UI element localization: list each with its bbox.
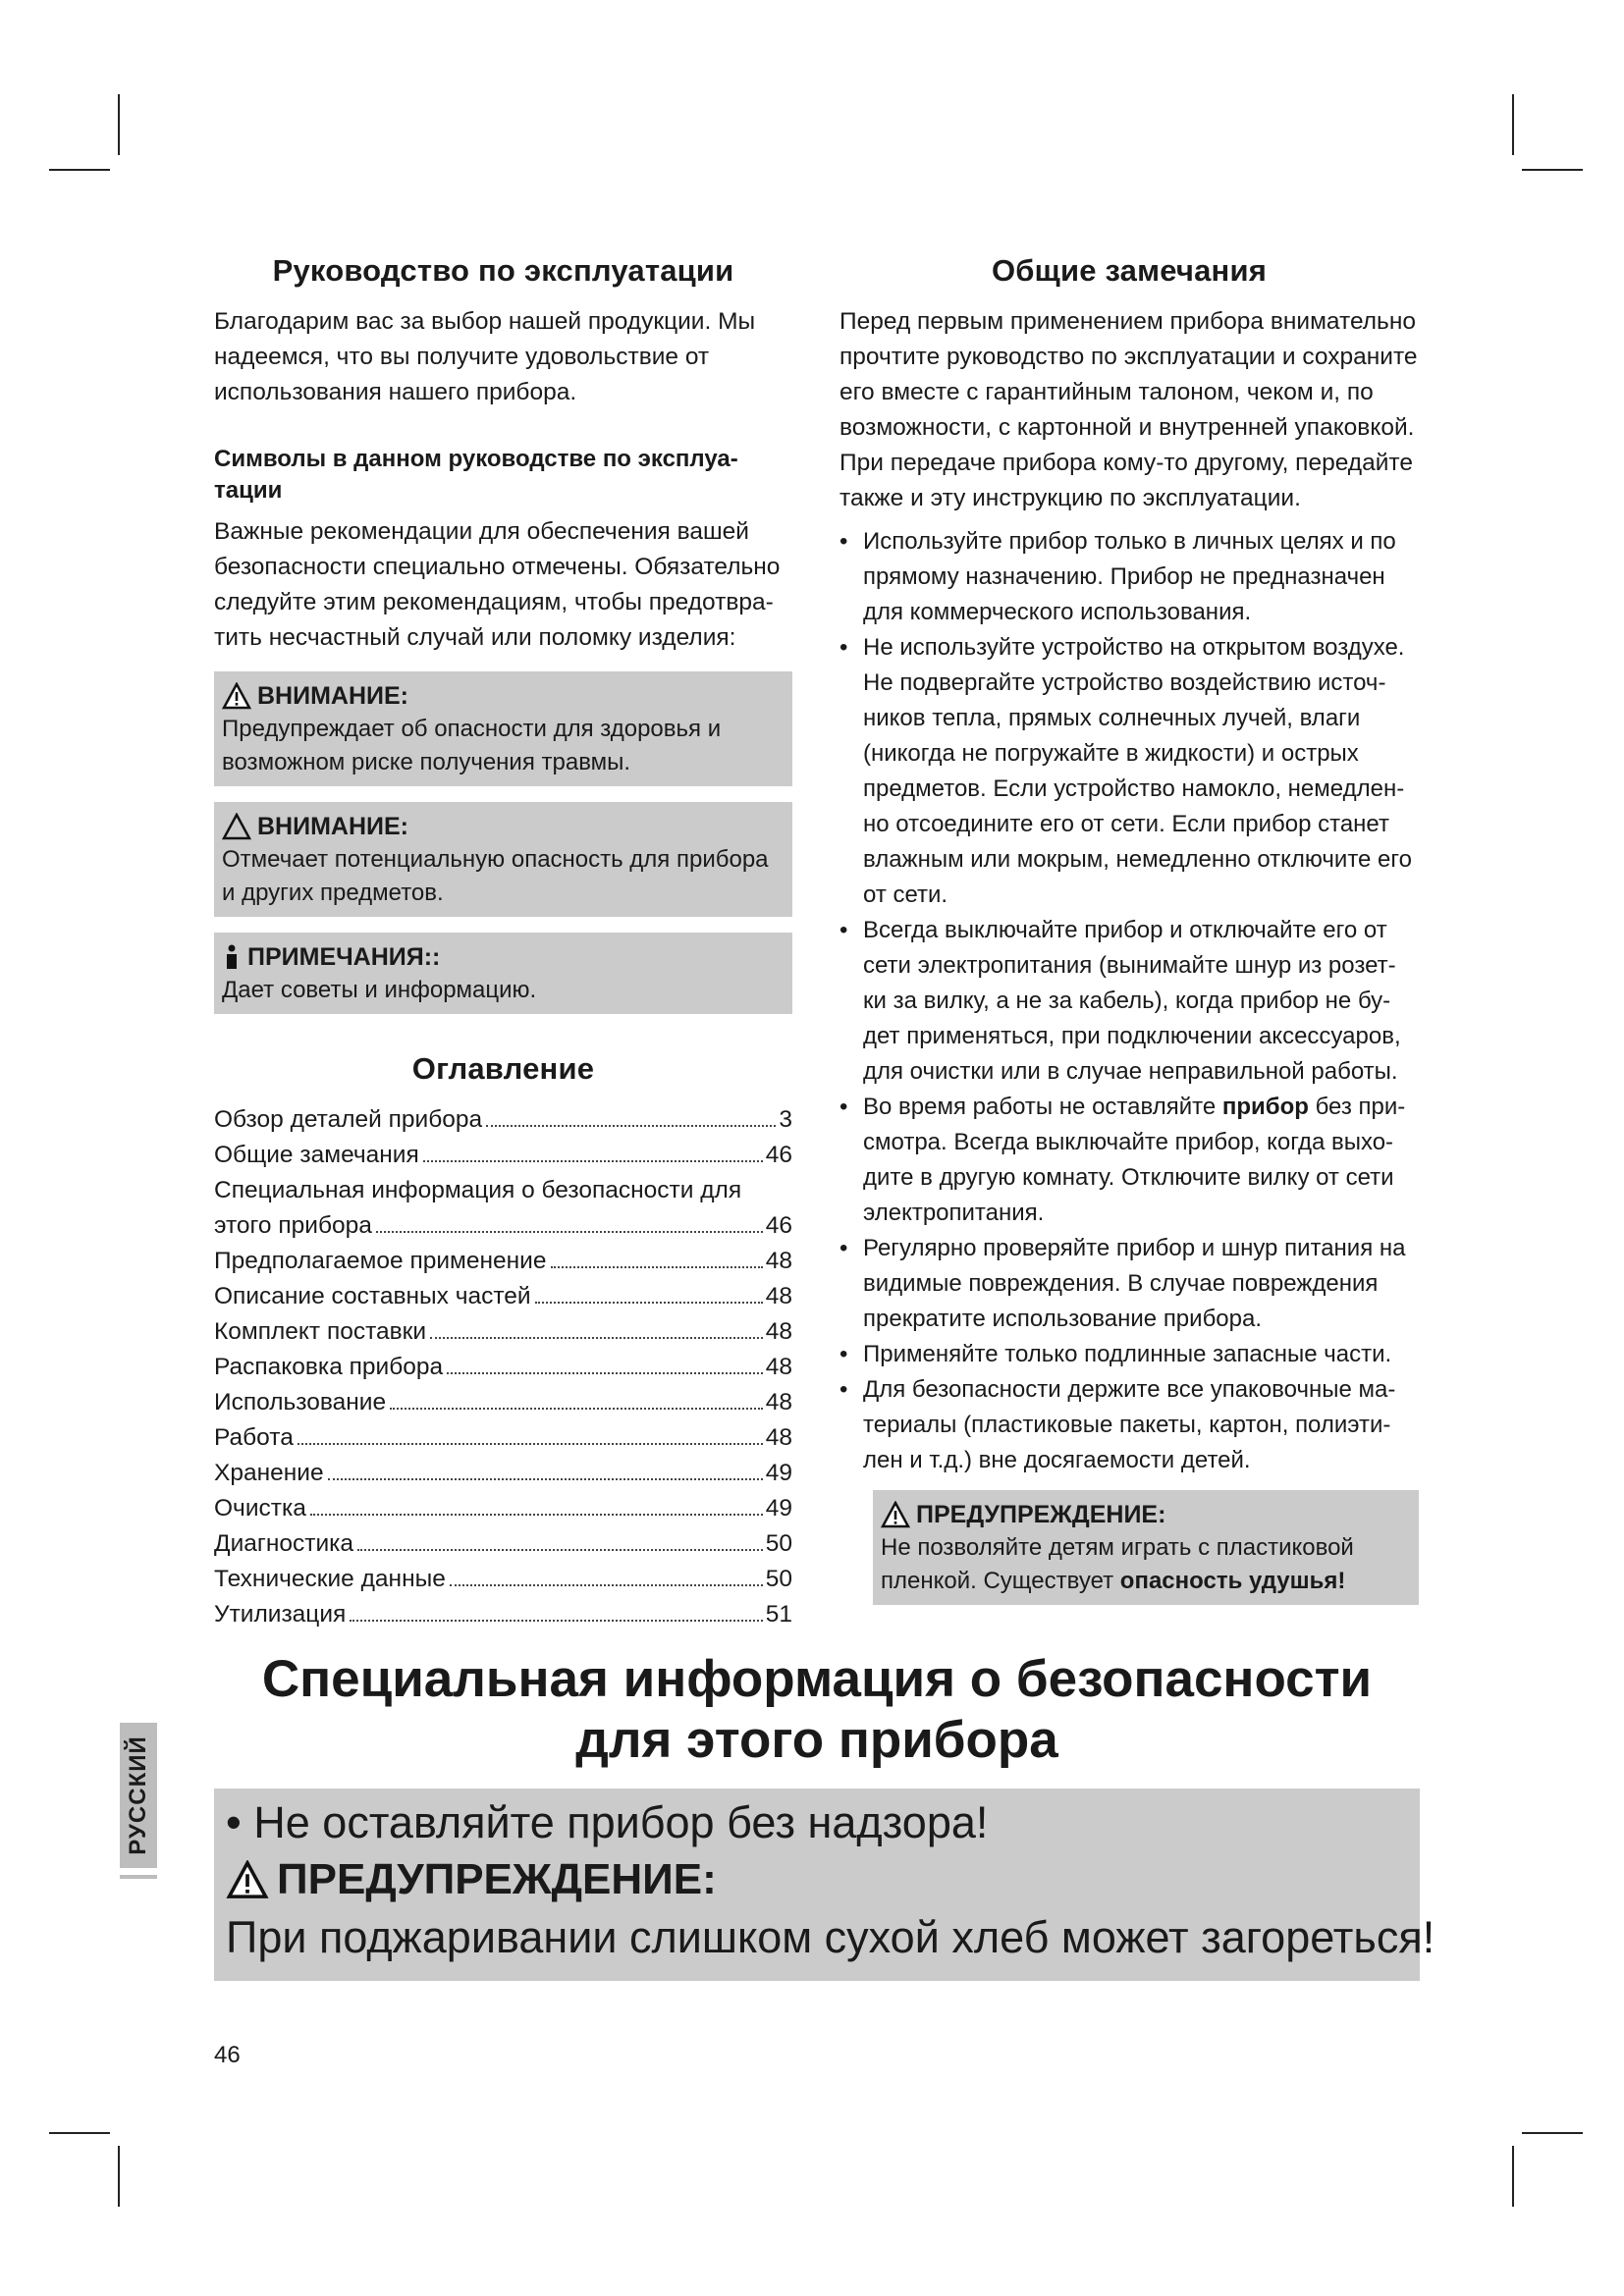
crop-mark [49,169,110,171]
toc-entry [214,1279,792,1314]
toc-label: Комплект поставки [214,1318,427,1345]
warning-box-device [214,802,792,917]
toc-title: Оглавление [411,1051,595,1086]
toc-entry [214,1102,792,1138]
toc-entry [214,1173,792,1208]
crop-mark [1512,94,1514,155]
symbols-heading: Символы в данном руководстве по эксплуа-тации [214,446,738,504]
toc-entry [214,1208,792,1244]
warning-label: ВНИМАНИЕ: [257,813,408,840]
warning-label: ПРЕДУПРЕЖДЕНИЕ: [916,1501,1166,1528]
toc-leader [423,1160,763,1162]
toc-label: Утилизация [214,1601,347,1628]
toc-entry [214,1456,792,1491]
toc-page: 3 [779,1106,792,1133]
toc-leader [450,1584,763,1586]
warning-text-plain: Не позволяйте детям играть с пластиковой пленкой. Существует [881,1534,1354,1594]
toc-page: 50 [765,1530,792,1557]
notes-label: ПРИМЕЧАНИЯ:: [247,943,441,971]
safety-bullet-list [839,524,1419,1478]
unattended-text: Не оставляйте прибор без надзора! [253,1797,989,1847]
toc-entry [214,1597,792,1632]
toc-leader [350,1620,762,1622]
toc-label: Технические данные [214,1566,446,1592]
list-item-bold: прибор [1221,1094,1309,1120]
toc-leader [535,1302,763,1304]
warning-box-title [222,679,785,713]
page-number: 46 [214,2042,241,2068]
toc-label: Распаковка прибора [214,1354,444,1380]
manual-title: Руководство по эксплуатации [272,253,734,288]
toc-label: Диагностика [214,1530,354,1557]
safety-section-title: Специальная информация о безопасности для этого прибора [261,1650,1373,1769]
toc-page: 49 [765,1495,792,1522]
toc-page: 48 [765,1354,792,1380]
general-notes-intro: Перед первым применением прибора внимательно прочтите руководство по эксплуатации и сохраните его вместе с гарантийным талоном, чеком и, по возможности, с картонной и внутренней упаковкой. При передаче прибора кому-то другому, передайте также и эту инструкцию по эксплуатации. [839,308,1418,511]
toc-leader [357,1549,763,1551]
list-item-text: Во время работы не оставляйте [863,1094,1222,1120]
safety-warning-box [214,1789,1435,1981]
toc-page: 49 [765,1460,792,1486]
toc-leader [376,1231,763,1233]
warning-label: ВНИМАНИЕ: [257,682,408,710]
toc-leader [447,1372,763,1374]
toc-entry [214,1491,792,1526]
big-warning-label: ПРЕДУПРЕЖДЕНИЕ: [277,1855,717,1903]
warning-triangle-icon [222,682,251,710]
toc-label: Специальная информация о безопасности для [214,1177,742,1203]
toc-leader [390,1408,763,1410]
toc-page: 48 [765,1389,792,1415]
toc-entry [214,1314,792,1350]
toc-label: Использование [214,1389,387,1415]
list-item [839,1090,1419,1231]
packaging-warning-box [873,1490,1419,1605]
toc-entry [214,1350,792,1385]
warning-triangle-outline-icon [222,813,251,840]
toc-label: этого прибора [214,1212,372,1239]
warning-triangle-icon [881,1501,910,1528]
big-warning-title [226,1850,1410,1909]
crop-mark [1522,2132,1583,2134]
toc-leader [551,1266,763,1268]
toc-page: 46 [765,1142,792,1168]
notes-box [214,933,792,1014]
toc-page: 48 [765,1283,792,1309]
toc-page: 48 [765,1248,792,1274]
toc-label: Работа [214,1424,294,1451]
toc-leader [328,1478,763,1480]
crop-mark [49,2132,110,2134]
toc-label: Предполагаемое применение [214,1248,547,1274]
toc-page: 48 [765,1424,792,1451]
table-of-contents [214,1102,792,1632]
unattended-notice: • Не оставляйте прибор без надзора! [226,1797,989,1847]
general-notes-title: Общие замечания [991,253,1268,288]
crop-mark [118,94,120,155]
toc-entry [214,1526,792,1562]
toc-entry [214,1562,792,1597]
symbols-text: Важные рекомендации для обеспечения вашей безопасности специально отмечены. Обязательно следуйте этим рекомендациям, чтобы предотвра-тить несчастный случай или поломку изделия: [214,518,781,651]
toc-leader [310,1514,763,1516]
notes-text: Дает советы и информацию. [222,977,537,1003]
fire-warning-text: При поджаривании слишком сухой хлеб может загореться! [226,1912,1435,1962]
list-item: • Применяйте только подлинные запасные части. [839,1337,1419,1372]
toc-page: 46 [765,1212,792,1239]
list-item: • Для безопасности держите все упаковочные ма-териалы (пластиковые пакеты, картон, полиэти-лен и т.д.) вне досягаемости детей. [839,1372,1419,1478]
crop-mark [1512,2146,1514,2207]
left-column [214,253,792,1632]
crop-mark [118,2146,120,2207]
toc-label: Хранение [214,1460,324,1486]
toc-entry [214,1138,792,1173]
toc-label: Общие замечания [214,1142,419,1168]
toc-leader [486,1125,776,1127]
toc-entry [214,1385,792,1420]
language-tab-underline [120,1875,157,1879]
toc-entry [214,1244,792,1279]
warning-box-health [214,671,792,786]
toc-leader [430,1337,763,1339]
toc-page: 51 [765,1601,792,1628]
warning-text-bold: опасность удушья! [1119,1568,1346,1594]
toc-entry [214,1420,792,1456]
toc-page: 48 [765,1318,792,1345]
warning-triangle-icon [226,1860,269,1899]
warning-text: Предупреждает об опасности для здоровья и возможном риске получения травмы. [222,716,722,775]
list-item: • Не используйте устройство на открытом воздухе. Не подвергайте устройство воздействию источ-ников тепла, прямых солнечных лучей, влаги (никогда не погружайте в жидкости) и острых предметов. Если устройство намокло, немедлен-но отсоедините его от сети. Если прибор станет влажным или мокрым, немедленно отключите его от сети. [839,630,1419,913]
toc-page: 50 [765,1566,792,1592]
info-icon [222,943,242,971]
list-item-text: без при-смотра. Всегда выключайте прибор, когда выхо-дите в другую комнату. Отключите вилку от сети электропитания. [863,1094,1406,1226]
warning-text: Отмечает потенциальную опасность для прибора и других предметов. [222,846,769,906]
list-item: • Используйте прибор только в личных целях и по прямому назначению. Прибор не предназначен для коммерческого использования. [839,524,1419,630]
list-item: • Регулярно проверяйте прибор и шнур питания на видимые повреждения. В случае повреждения прекратите использование прибора. [839,1231,1419,1337]
warning-text [881,1531,1411,1598]
notes-box-title [222,940,785,974]
language-tab [120,1723,157,1868]
list-item: • Всегда выключайте прибор и отключайте его от сети электропитания (вынимайте шнур из розет-ки за вилку, а не за кабель), когда прибор не бу-дет применяться, при подключении аксессуаров, для очистки или в случае неправильной работы. [839,913,1419,1090]
right-column [839,253,1419,1605]
toc-label: Очистка [214,1495,306,1522]
language-tab-label: РУССКИЙ [125,1735,151,1855]
intro-text: Благодарим вас за выбор нашей продукции. Мы надеемся, что вы получите удовольствие от использования нашего прибора. [214,308,756,405]
toc-label: Обзор деталей прибора [214,1106,483,1133]
warning-box-title [881,1498,1411,1531]
toc-leader [298,1443,763,1445]
crop-mark [1522,169,1583,171]
toc-label: Описание составных частей [214,1283,531,1309]
warning-box-title [222,810,785,843]
